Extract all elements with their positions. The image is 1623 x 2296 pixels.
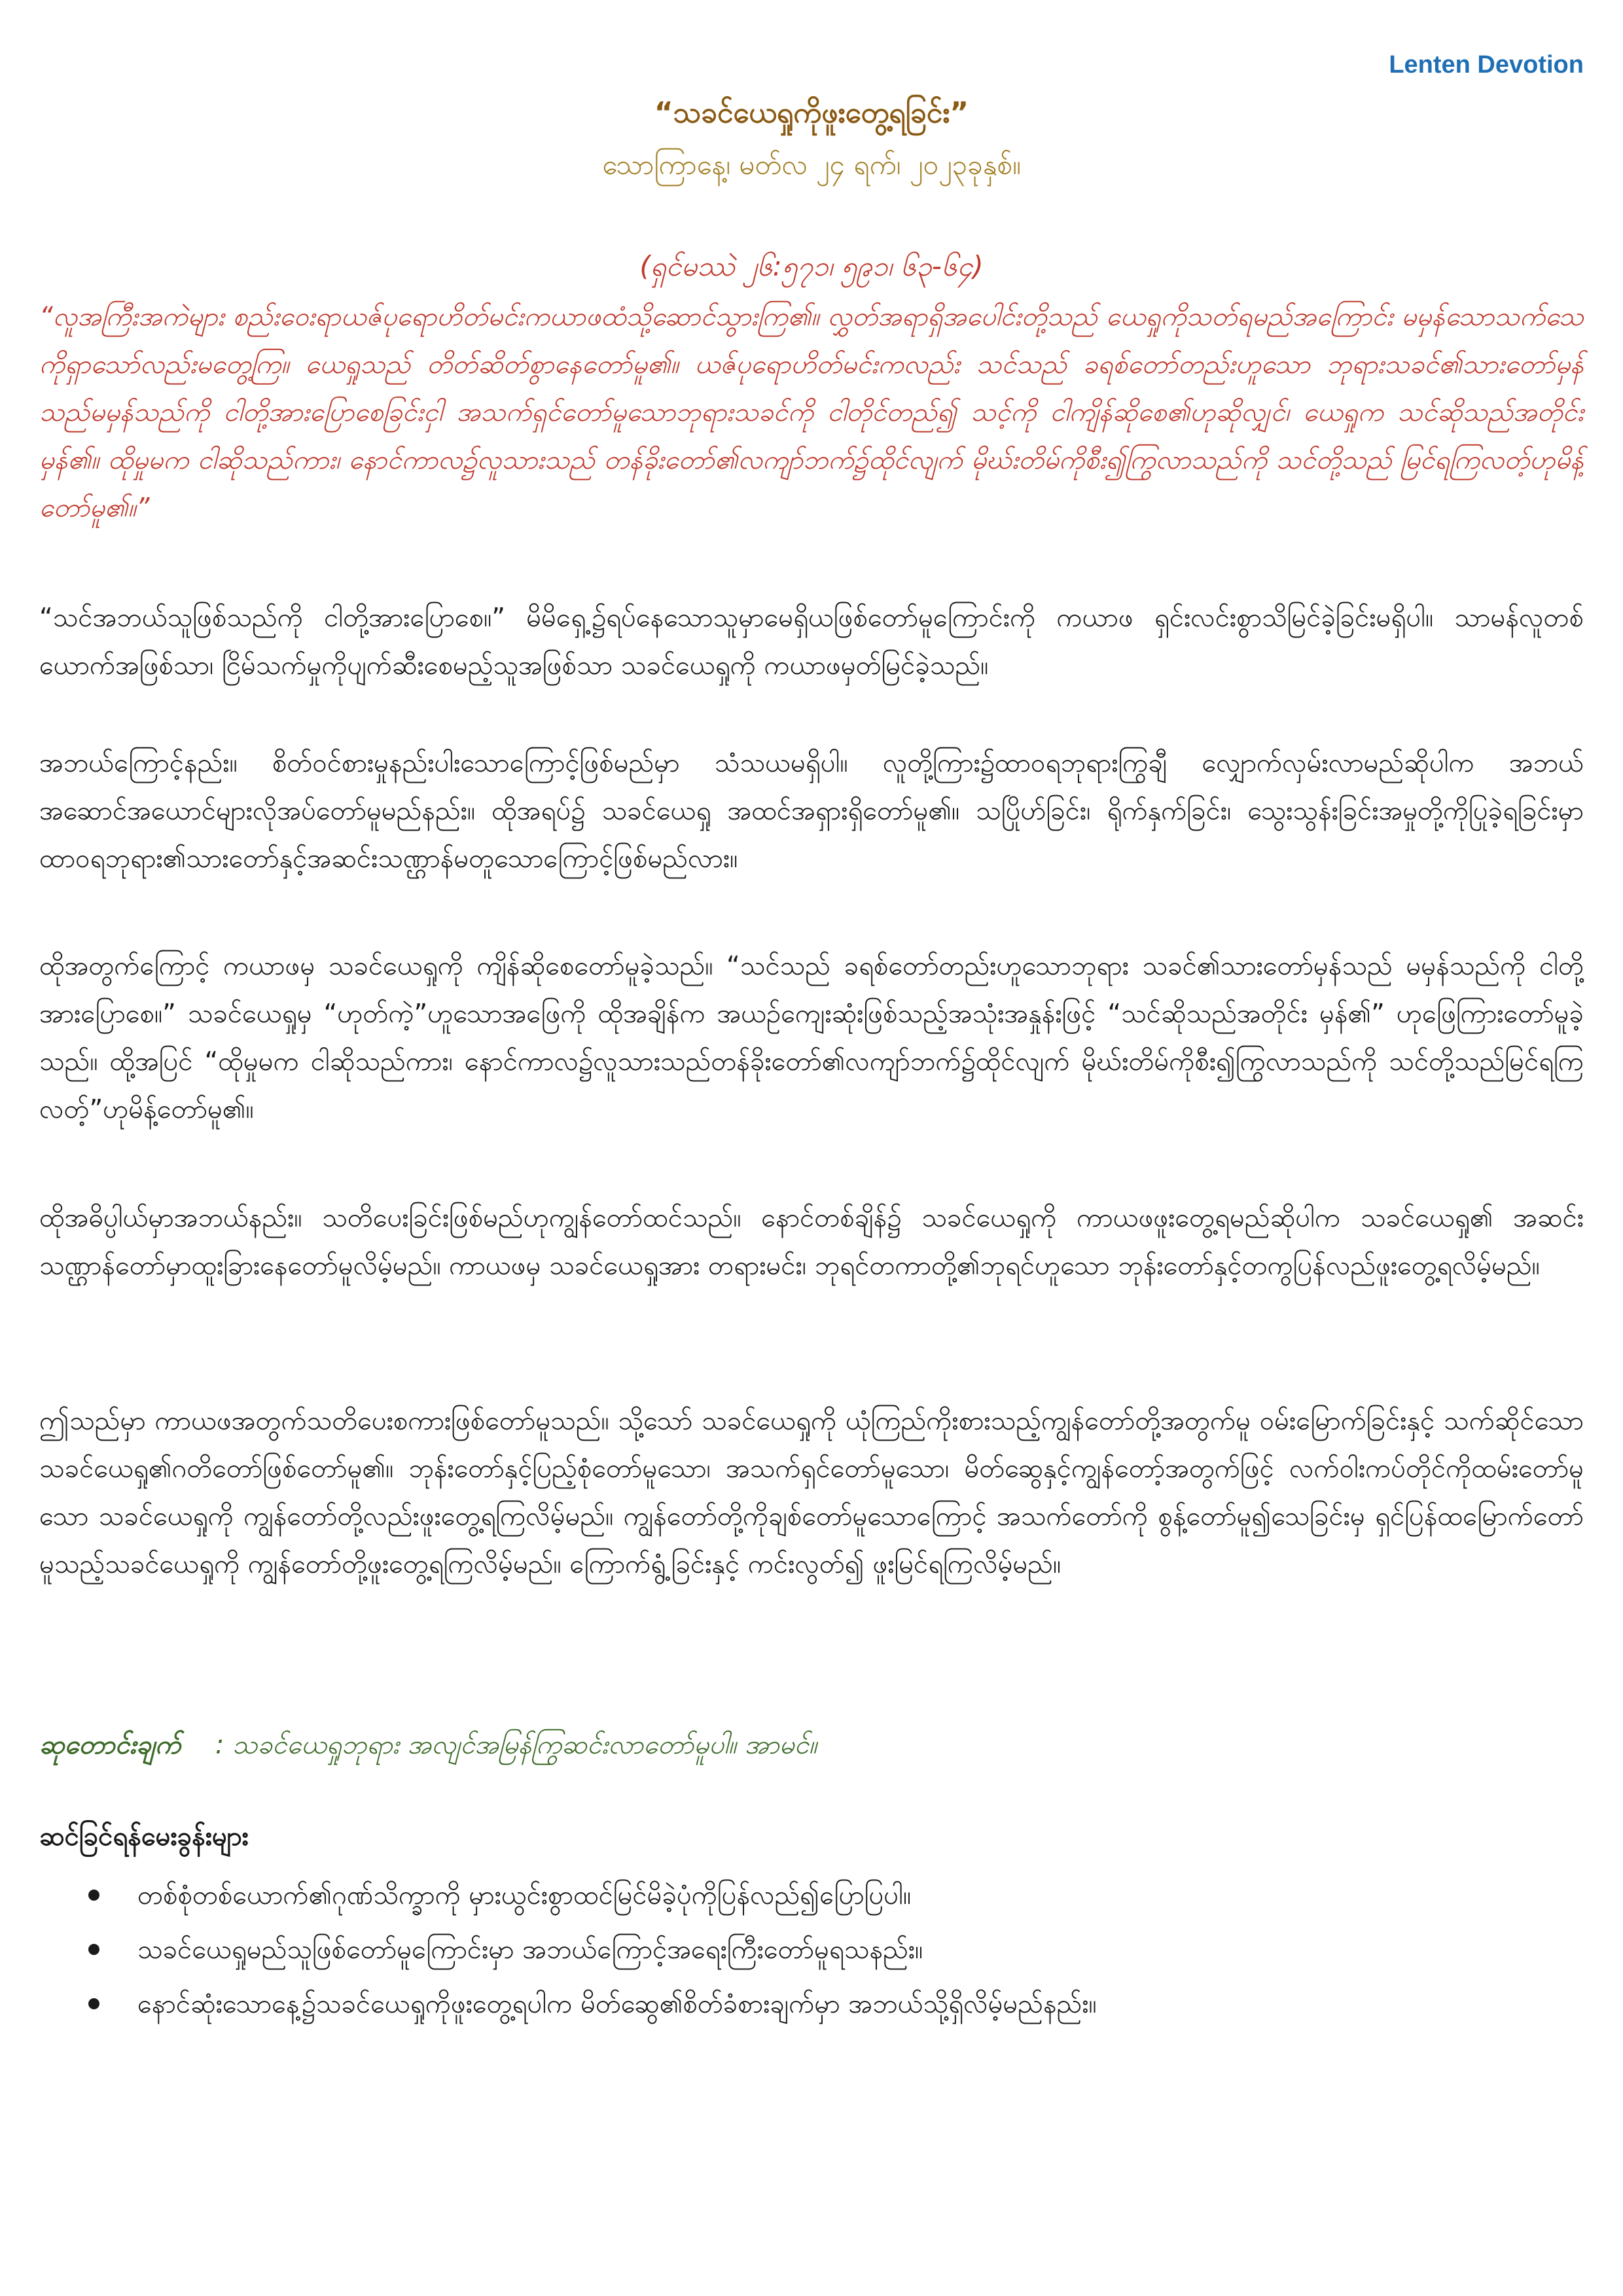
list-item xyxy=(39,1926,1584,1974)
body-paragraph: ထိုအဓိပ္ပါယ်မှာအဘယ်နည်း။ သတိပေးခြင်းဖြစ်မည်ဟုကျွန်တော်ထင်သည်။ နောင်တစ်ချိန်၌ သခင်ယေရှုကို ကာယဖဖူးတွေ့ရမည်ဆိုပါက သခင်ယေရှု၏ အဆင်းသဏ္ဌာန်တော်မှာထူးခြားနေတော်မူလိမ့်မည်။ ကာယဖမှ သခင်ယေရှုအား တရားမင်း၊ ဘုရင်တကာတို့၏ဘုရင်ဟူသော ဘုန်းတော်နှင့်တကွပြန်လည်ဖူးတွေ့ရလိမ့်မည်။ xyxy=(39,1203,1584,1281)
scripture-passage: “လူအကြီးအကဲများ စည်းဝေးရာယဇ်ပုရောဟိတ်မင်းကယာဖထံသို့ဆောင်သွားကြ၏။ လွှတ်အရာရှိအပေါင်းတို့သည် ယေရှုကိုသတ်ရမည်အကြောင်း မမှန်သောသက်သေကိုရှာသော်လည်းမတွေ့ကြ။ ယေရှုသည် တိတ်ဆိတ်စွာနေတော်မူ၏။ ယဇ်ပုရောဟိတ်မင်းကလည်း သင်သည် ခရစ်တော်တည်းဟူသော ဘုရားသခင်၏သားတော်မှန်သည်မမှန်သည်ကို ငါတို့အားပြောစေခြင်းငှါ အသက်ရှင်တော်မူသောဘုရားသခင်ကို ငါတိုင်တည်၍ သင့်ကို ငါကျိန်ဆိုစေ၏ဟုဆိုလျှင်၊ ယေရှုက သင်ဆိုသည်အတိုင်းမှန်၏။ ထိုမှုမက ငါဆိုသည်ကား၊ နောင်ကာလ၌လူသားသည် တန်ခိုးတော်၏လကျာ်ဘက်၌ထိုင်လျက် မိုဃ်းတိမ်ကိုစီး၍ကြွလာသည်ကို သင်တို့သည် မြင်ရကြလတ့်ဟုမိန့်တော်မူ၏။” xyxy=(39,302,1584,523)
question-text: တစ်စုံတစ်ယောက်၏ဂုဏ်သိက္ခာကို မှားယွင်းစွာထင်မြင်မိခဲ့ပုံကိုပြန်လည်၍ပြောပြပါ။ xyxy=(137,1880,912,1910)
prayer-text: : သခင်ယေရှုဘုရား အလျင်အမြန်ကြွဆင်းလာတော်မူပါ။ အာမင်။ xyxy=(215,1730,817,1760)
bullet-icon xyxy=(88,1890,99,1901)
body-paragraph: အဘယ်ကြောင့်နည်း။ စိတ်ဝင်စားမှုနည်းပါးသောကြောင့်ဖြစ်မည်မှာ သံသယမရှိပါ။ လူတို့ကြား၌ထာဝရဘုရားကြွချီ လျှောက်လှမ်းလာမည်ဆိုပါက အဘယ်အဆောင်အယောင်များလိုအပ်တော်မူမည်နည်း။ ထိုအရပ်၌ သခင်ယေရှု အထင်အရှားရှိတော်မူ၏။ သပြိုဟ်ခြင်း၊ ရိုက်နှက်ခြင်း၊ သွေးသွန်းခြင်းအမှုတို့ကိုပြုခဲ့ရခြင်းမှာ ထာဝရဘုရား၏သားတော်နှင့်အဆင်းသဏ္ဌာန်မတူသောကြောင့်ဖြစ်မည်လား။ xyxy=(39,748,1584,874)
list-item xyxy=(39,1872,1584,1920)
prayer-section xyxy=(39,1721,1584,1769)
prayer-label: ဆုတောင်းချက် xyxy=(39,1730,181,1760)
header-tag: Lenten Devotion xyxy=(1389,51,1584,79)
list-item xyxy=(39,1981,1584,2028)
body-paragraph: ထိုအတွက်ကြောင့် ကယာဖမှ သခင်ယေရှုကို ကျိန်ဆိုစေတော်မူခဲ့သည်။ “သင်သည် ခရစ်တော်တည်းဟူသောဘုရား သခင်၏သားတော်မှန်သည် မမှန်သည်ကို ငါတို့အားပြောစေ။” သခင်ယေရှုမှ “ဟုတ်ကဲ့”ဟူသောအဖြေကို ထိုအချိန်က အယဉ်ကျေးဆုံးဖြစ်သည့်အသုံးအနှုန်းဖြင့် “သင်ဆိုသည်အတိုင်း မှန်၏” ဟုဖြေကြားတော်မူခဲ့သည်။ ထို့အပြင် “ထိုမှုမက ငါဆိုသည်ကား၊ နောင်ကာလ၌လူသားသည်တန်ခိုးတော်၏လကျာ်ဘက်၌ထိုင်လျက် မိုဃ်းတိမ်ကိုစီး၍ကြွလာသည်ကို သင်တို့သည်မြင်ရကြလတ့်”ဟုမိန့်တော်မူ၏။ xyxy=(39,951,1584,1124)
questions-list xyxy=(39,1872,1584,2035)
bullet-icon xyxy=(88,1998,99,2009)
body-paragraph: ဤသည်မှာ ကာယဖအတွက်သတိပေးစကားဖြစ်တော်မူသည်။ သို့သော် သခင်ယေရှုကို ယုံကြည်ကိုးစားသည့်ကျွန်တော်တို့အတွက်မူ ဝမ်းမြောက်ခြင်းနှင့် သက်ဆိုင်သောသခင်ယေရှု၏ဂတိတော်ဖြစ်တော်မူ၏။ ဘုန်းတော်နှင့်ပြည့်စုံတော်မူသော၊ အသက်ရှင်တော်မူသော၊ မိတ်ဆွေနှင့်ကျွန်တော့်အတွက်ဖြင့် လက်ဝါးကပ်တိုင်ကိုထမ်းတော်မူသော သခင်ယေရှုကို ကျွန်တော်တို့လည်းဖူးတွေ့ရကြလိမ့်မည်။ ကျွန်တော်တို့ကိုချစ်တော်မူသောကြောင့် အသက်တော်ကို စွန့်တော်မူ၍သေခြင်းမှ ရှင်ပြန်ထမြောက်တော်မူသည့်သခင်ယေရှုကို ကျွန်တော်တို့ဖူးတွေ့ရကြလိမ့်မည်။ ကြောက်ရွံ့ခြင်းနှင့် ကင်းလွတ်၍ ဖူးမြင်ရကြလိမ့်မည်။ xyxy=(39,1406,1584,1579)
bullet-icon xyxy=(88,1944,99,1955)
scripture-reference: (ရှင်မဿဲ ၂၆:၅၇၁၊ ၅၉၁၊ ၆၃-၆၄) xyxy=(639,250,984,282)
devotion-date: သောကြာနေ့၊ မတ်လ ၂၄ ရက်၊ ၂၀၂၃ခုနှစ်။ xyxy=(602,149,1021,181)
body-paragraph: “သင်အဘယ်သူဖြစ်သည်ကို ငါတို့အားပြောစေ။” မိမိရှေ့၌ရပ်နေသောသူမှာမေရှိယဖြစ်တော်မူကြောင်းကို ကယာဖ ရှင်းလင်းစွာသိမြင်ခဲ့ခြင်းမရှိပါ။ သာမန်လူတစ်ယောက်အဖြစ်သာ၊ ငြိမ်သက်မှုကိုပျက်ဆီးစေမည့်သူအဖြစ်သာ သခင်ယေရှုကို ကယာဖမှတ်မြင်ခဲ့သည်။ xyxy=(39,603,1584,681)
question-text: နောင်ဆုံးသောနေ့၌သခင်ယေရှုကိုဖူးတွေ့ရပါက မိတ်ဆွေ၏စိတ်ခံစားချက်မှာ အဘယ်သို့ရှိလိမ့်မည်နည်း။ xyxy=(137,1989,1097,2019)
devotion-title: “သခင်ယေရှုကိုဖူးတွေ့ရခြင်း” xyxy=(654,96,969,130)
question-text: သခင်ယေရှုမည်သူဖြစ်တော်မူကြောင်းမှာ အဘယ်ကြောင့်အရေးကြီးတော်မူရသနည်း။ xyxy=(137,1935,923,1965)
questions-title: ဆင်ခြင်ရန်မေးခွန်းများ xyxy=(39,1821,249,1852)
